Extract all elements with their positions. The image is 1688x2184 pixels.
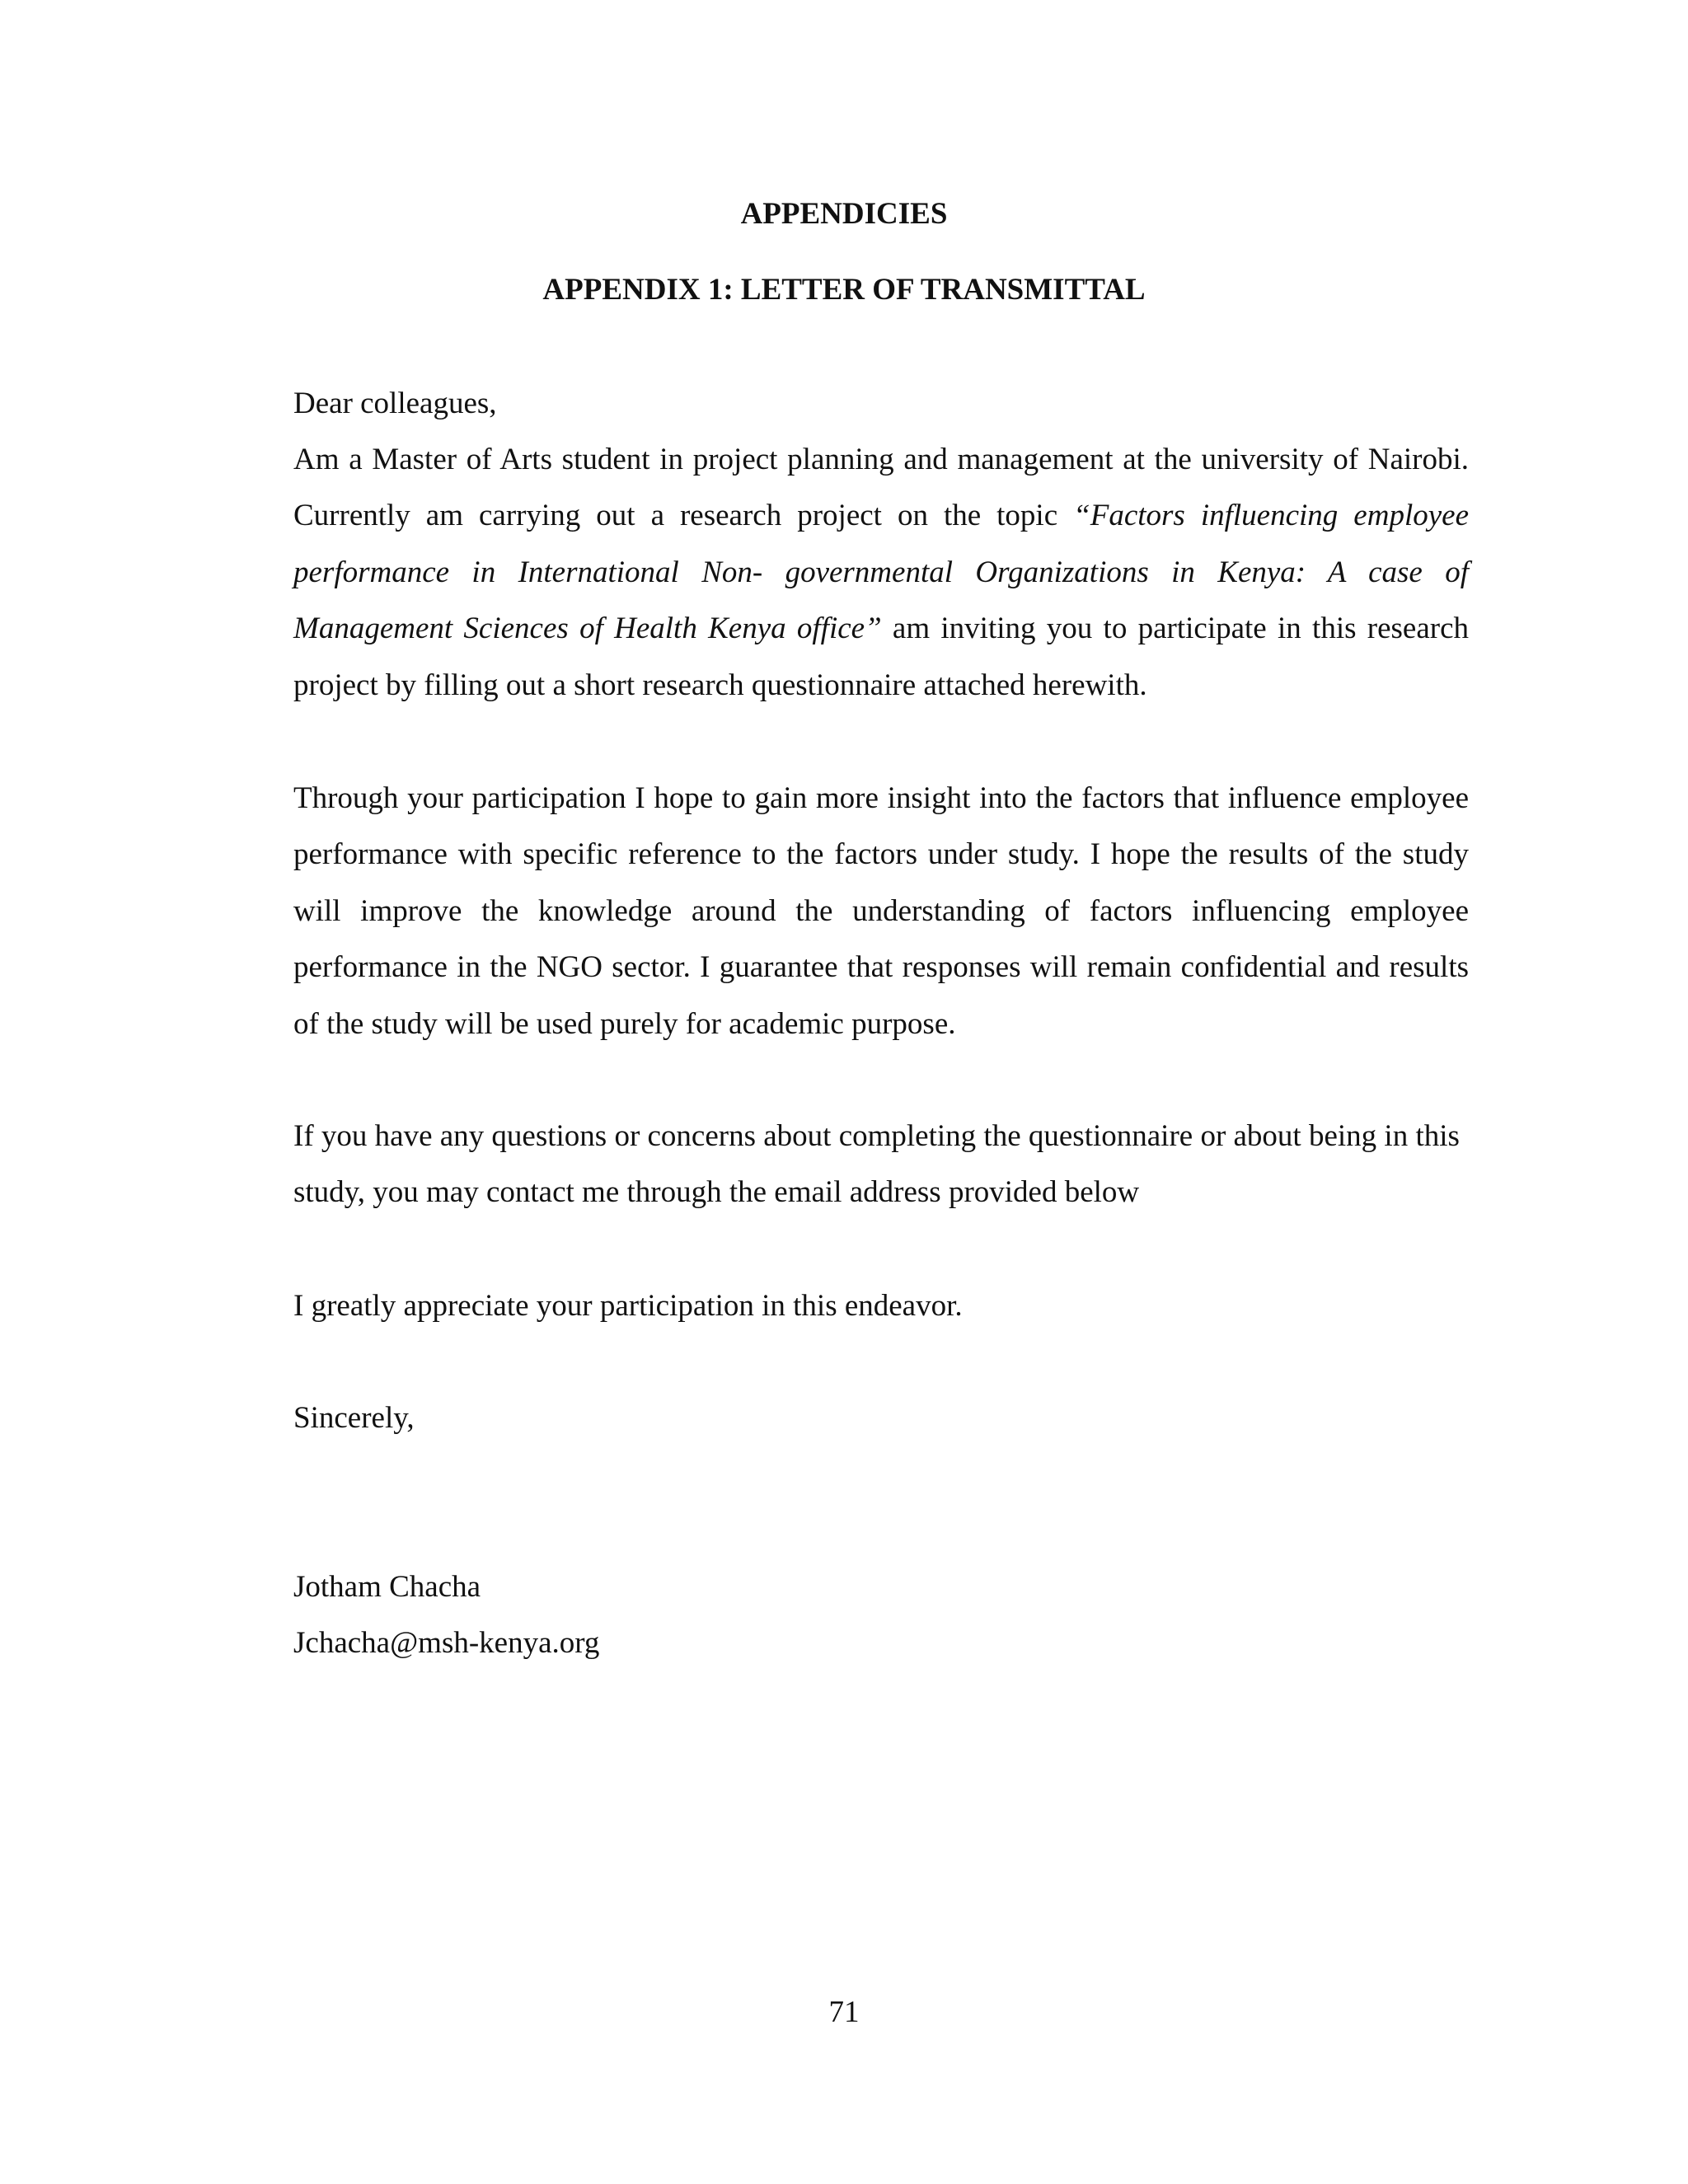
signer-name: Jotham Chacha: [293, 1570, 481, 1604]
appendix-title: APPENDIX 1: LETTER OF TRANSMITTAL: [542, 273, 1146, 307]
intro-text-before-topic: Am a Master of Arts student in project planning and management at the university of Nairobi. Currently am carrying out a research project on the topic: [293, 443, 1469, 533]
letter-paragraph-intro: [293, 432, 1469, 714]
letter-closing: Sincerely,: [293, 1401, 415, 1435]
signer-email: Jchacha@msh-kenya.org: [293, 1626, 600, 1660]
page-heading: APPENDICIES: [740, 197, 948, 231]
letter-greeting: Dear colleagues,: [293, 387, 497, 420]
intro-text-after-topic: am inviting you to participate in this research project by filling out a short research questionnaire attached herewith.: [293, 612, 1470, 702]
page-number: 71: [828, 1995, 860, 2029]
letter-paragraph-contact: If you have any questions or concerns about completing the questionnaire or about being in this study, you may contact me through the email address provided below: [293, 1119, 1460, 1210]
letter-paragraph-purpose: Through your participation I hope to gain more insight into the factors that influence employee performance with specific reference to the factors under study. I hope the results of the study will improve the knowledge around the understanding of factors influencing employee performance in the NGO sector. I guarantee that responses will remain confidential and results of the study will be used purely for academic purpose.: [293, 781, 1469, 1041]
letter-appreciation: I greatly appreciate your participation in this endeavor.: [293, 1289, 963, 1323]
research-topic-title: “Factors influencing employee performance in International Non- governmental Organizations in Kenya: A case of Management Sciences of Health Kenya office”: [293, 499, 1469, 646]
